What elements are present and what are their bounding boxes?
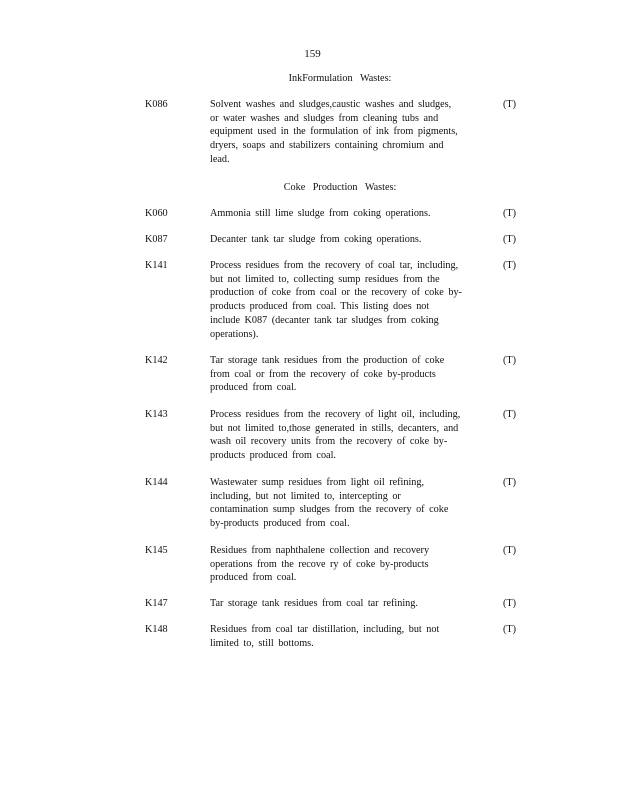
waste-description: Residues from coal tar distillation, including, but not limited to, still bottoms. <box>210 624 440 649</box>
waste-code: K086 <box>145 99 168 110</box>
waste-code: K141 <box>145 260 168 271</box>
waste-code: K144 <box>145 477 168 488</box>
hazard-code: (T) <box>503 598 517 609</box>
hazard-code: (T) <box>503 234 517 245</box>
waste-code: K145 <box>145 545 168 556</box>
waste-description: Decanter tank tar sludge from coking operations. <box>210 234 422 245</box>
waste-description: Process residues from the recovery of light oil, including, but not limited to,those generated in stills, decanters, and wash oil recovery units from the recovery of coke by- products produced from coal. <box>210 409 461 462</box>
waste-code: K060 <box>145 208 168 219</box>
page-number: 159 <box>304 48 321 60</box>
hazard-code: (T) <box>503 355 517 366</box>
section-heading-coke-production: Coke Production Wastes: <box>283 182 397 193</box>
waste-code: K143 <box>145 409 168 420</box>
waste-code: K147 <box>145 598 168 609</box>
waste-description: Residues from naphthalene collection and recovery operations from the recove ry of coke by-products produced from coal. <box>210 545 430 584</box>
waste-description: Wastewater sump residues from light oil refining, including, but not limited to, intercepting or contamination sump sludges from the recovery of coke by-products produced from coal. <box>210 477 449 530</box>
waste-description: Tar storage tank residues from the production of coke from coal or from the recovery of coke by-products produced from coal. <box>210 355 445 394</box>
hazard-code: (T) <box>503 208 517 219</box>
waste-description: Process residues from the recovery of coal tar, including, but not limited to, collecting sump residues from the production of coke from coal or the recovery of coke by- products produced from coal. This listing does not include K087 (decanter tank tar sludges from coking operations). <box>210 260 462 340</box>
waste-description: Ammonia still lime sludge from coking operations. <box>210 208 431 219</box>
section-heading-ink-formulation: InkFormulation Wastes: <box>288 73 392 84</box>
waste-code: K142 <box>145 355 168 366</box>
waste-code: K087 <box>145 234 168 245</box>
hazard-code: (T) <box>503 409 517 420</box>
hazard-code: (T) <box>503 477 517 488</box>
hazard-code: (T) <box>503 260 517 271</box>
waste-description: Solvent washes and sludges,caustic washes and sludges, or water washes and sludges from cleaning tubs and equipment used in the formulation of ink from pigments, dryers, soaps and stabilizers containing chromium and lead. <box>210 99 458 165</box>
hazard-code: (T) <box>503 99 517 110</box>
hazard-code: (T) <box>503 624 517 635</box>
waste-code: K148 <box>145 624 168 635</box>
waste-description: Tar storage tank residues from coal tar refining. <box>210 598 418 609</box>
hazard-code: (T) <box>503 545 517 556</box>
